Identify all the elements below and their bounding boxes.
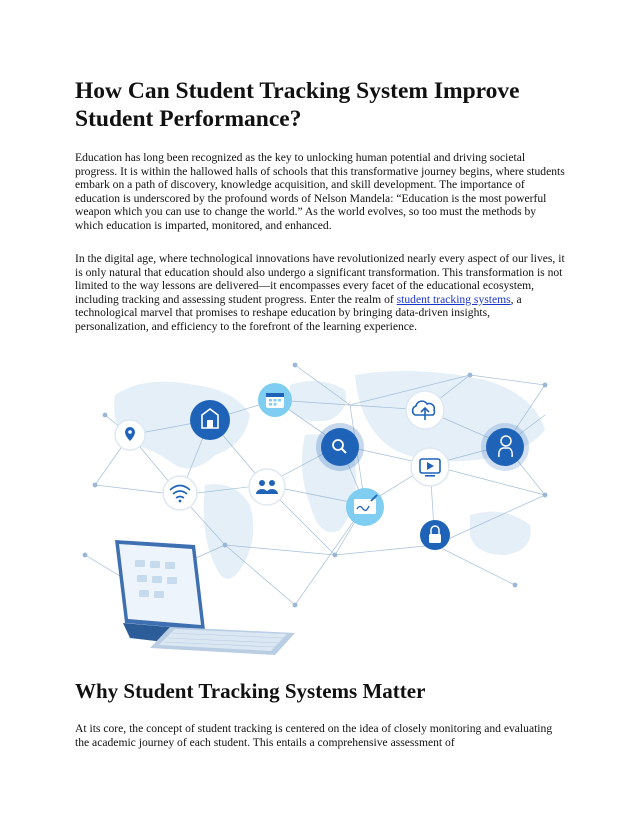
student-tracking-systems-link[interactable]: student tracking systems [396, 292, 511, 306]
lock-icon [420, 520, 450, 550]
wifi-icon [163, 476, 197, 510]
signature-icon [346, 488, 384, 526]
video-icon [411, 448, 449, 486]
intro-paragraph: Education has long been recognized as the key to unlocking human potential and driving societal progress. It is within the hallowed halls of schools that this transformative journey begins, where students embark on a path of discovery, knowledge acquisition, and skill development. The importance of education is underscored by the profound words of Nelson Mandela: “Education is the most powerful weapon which you can use to change the world.” As the world evolves, so too must the methods by which education is imparted, monitored, and enhanced. [75, 151, 565, 232]
users-icon [249, 469, 285, 505]
location-icon [115, 420, 145, 450]
calendar-icon [258, 383, 292, 417]
section-paragraph: At its core, the concept of student tracking is centered on the idea of closely monitoring and evaluating the academic journey of each student. This entails a comprehensive assessment of [75, 722, 553, 749]
idea-icon [481, 423, 529, 471]
cloud-upload-icon [406, 391, 444, 429]
search-icon [316, 423, 364, 471]
school-icon [190, 400, 230, 440]
tablet-keyboard [115, 540, 295, 655]
digital-age-paragraph [75, 252, 565, 334]
section-heading: Why Student Tracking Systems Matter [75, 679, 426, 703]
network-illustration [75, 355, 570, 655]
paragraph-text-before: In the digital age, where technological innovations have revolutionized nearly every aspect of our lives, it is only natural that education should also undergo a significant transformation. This transformation is not limited to the way lessons are delivered—it encompasses every facet of the educational ecosystem, including tracking and assessing student progress. Enter the realm of [75, 252, 565, 306]
page-title: How Can Student Tracking System Improve Student Performance? [75, 78, 520, 132]
paragraph-text-after: , a technological marvel that promises to reshape education by bringing data-driven insights, personalization, and efficiency to the forefront of the learning experience. [75, 292, 522, 333]
